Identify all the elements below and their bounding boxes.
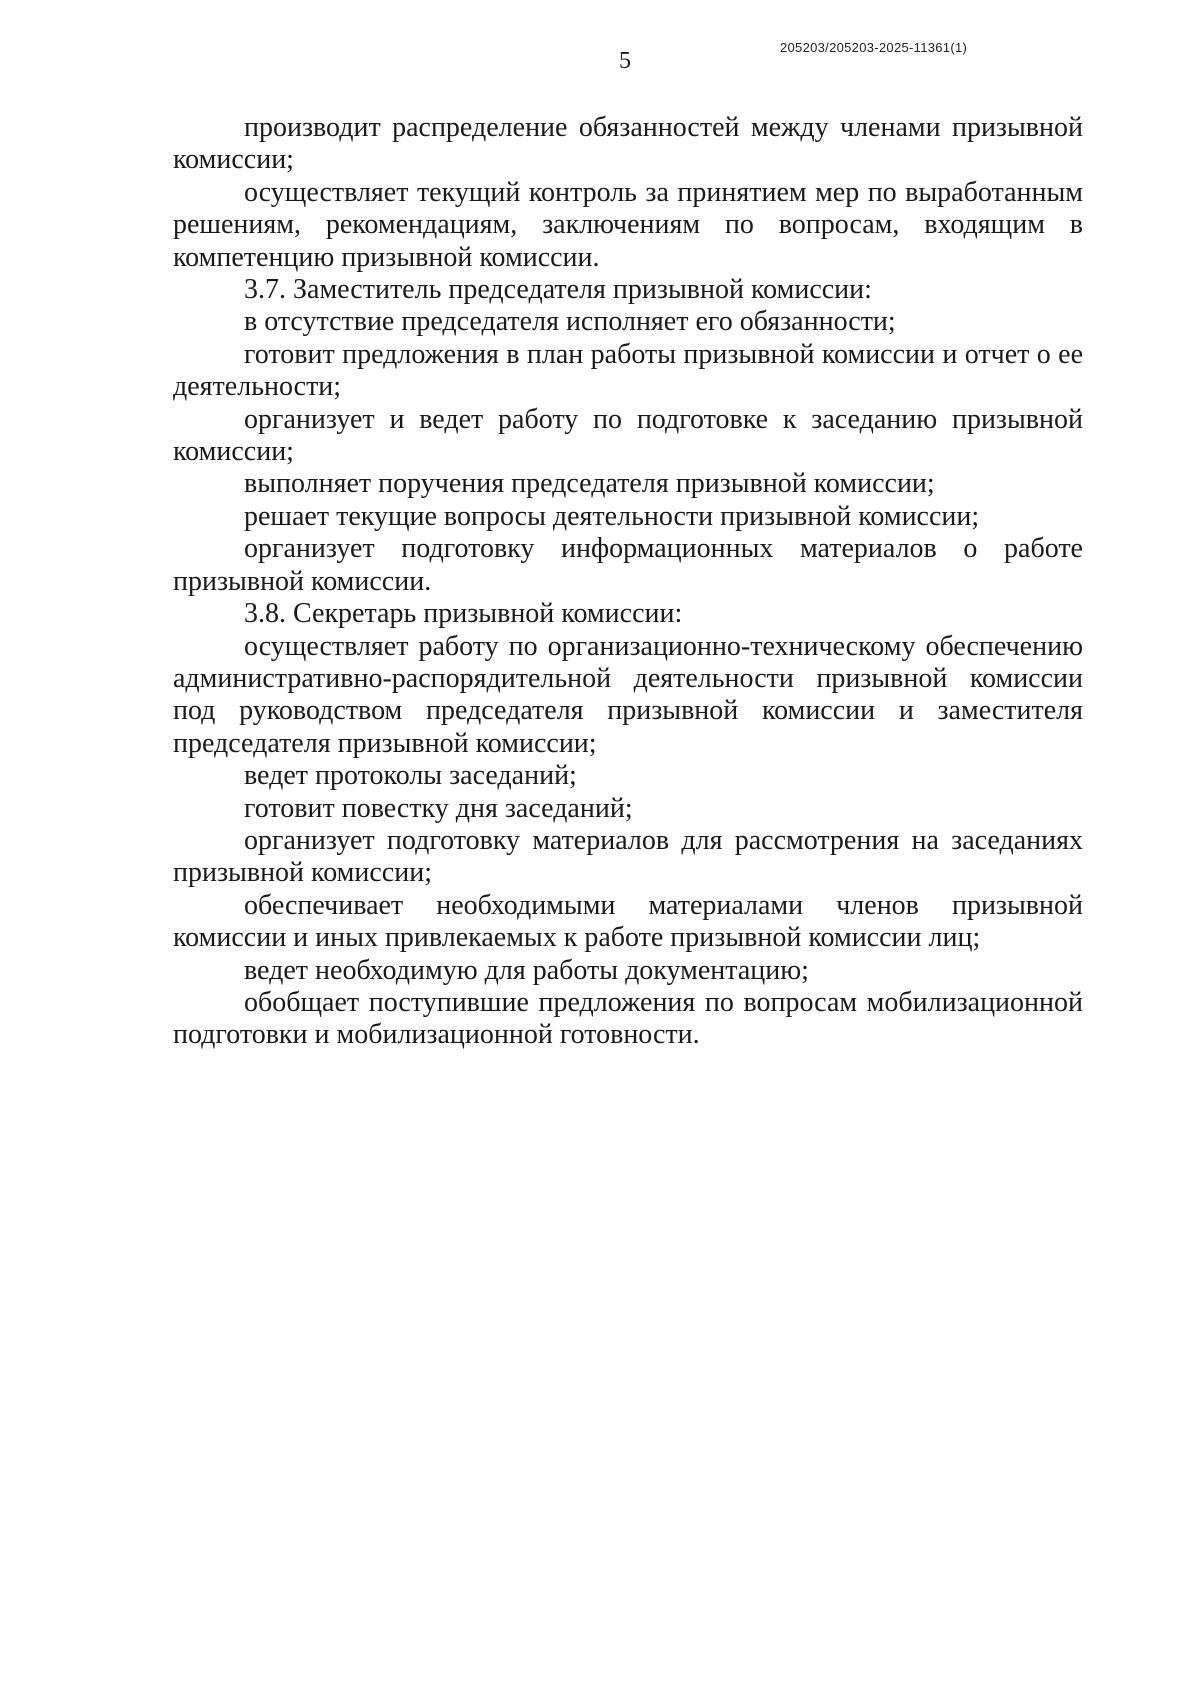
paragraph: осуществляет работу по организационно-техническому обеспечению административно-распорядительной деятельности призывной комиссии под руководством председателя призывной комиссии и заместителя председателя призывной комиссии; bbox=[173, 630, 1083, 759]
paragraph: обеспечивает необходимыми материалами членов призывной комиссии и иных привлекаемых к работе призывной комиссии лиц; bbox=[173, 889, 1083, 954]
paragraph: в отсутствие председателя исполняет его обязанности; bbox=[244, 306, 896, 338]
paragraph: решает текущие вопросы деятельности призывной комиссии; bbox=[244, 500, 980, 532]
paragraph: обобщает поступившие предложения по вопросам мобилизационной подготовки и мобилизационной готовности. bbox=[173, 986, 1083, 1051]
paragraph: ведет необходимую для работы документацию; bbox=[244, 954, 809, 986]
document-id: 205203/205203-2025-11361(1) bbox=[780, 40, 968, 55]
page-number: 5 bbox=[619, 48, 631, 74]
section-heading: 3.7. Заместитель председателя призывной комиссии: bbox=[244, 274, 872, 306]
paragraph: готовит повестку дня заседаний; bbox=[244, 792, 633, 824]
paragraph: готовит предложения в план работы призывной комиссии и отчет о ее деятельности; bbox=[173, 338, 1083, 403]
paragraph: ведет протоколы заседаний; bbox=[244, 760, 577, 792]
paragraph: организует подготовку информационных материалов о работе призывной комиссии. bbox=[173, 533, 1083, 597]
paragraph: организует и ведет работу по подготовке к заседанию призывной комиссии; bbox=[173, 403, 1083, 468]
paragraph: выполняет поручения председателя призывной комиссии; bbox=[244, 468, 935, 500]
section-heading: 3.8. Секретарь призывной комиссии: bbox=[244, 598, 683, 630]
paragraph: осуществляет текущий контроль за принятием мер по выработанным решениям, рекомендациям, заключениям по вопросам, входящим в компетенцию призывной комиссии. bbox=[173, 176, 1083, 273]
paragraph: производит распределение обязанностей между членами призывной комиссии; bbox=[173, 112, 1083, 176]
paragraph: организует подготовку материалов для рассмотрения на заседаниях призывной комиссии; bbox=[173, 824, 1083, 889]
document-body bbox=[173, 112, 1083, 1052]
